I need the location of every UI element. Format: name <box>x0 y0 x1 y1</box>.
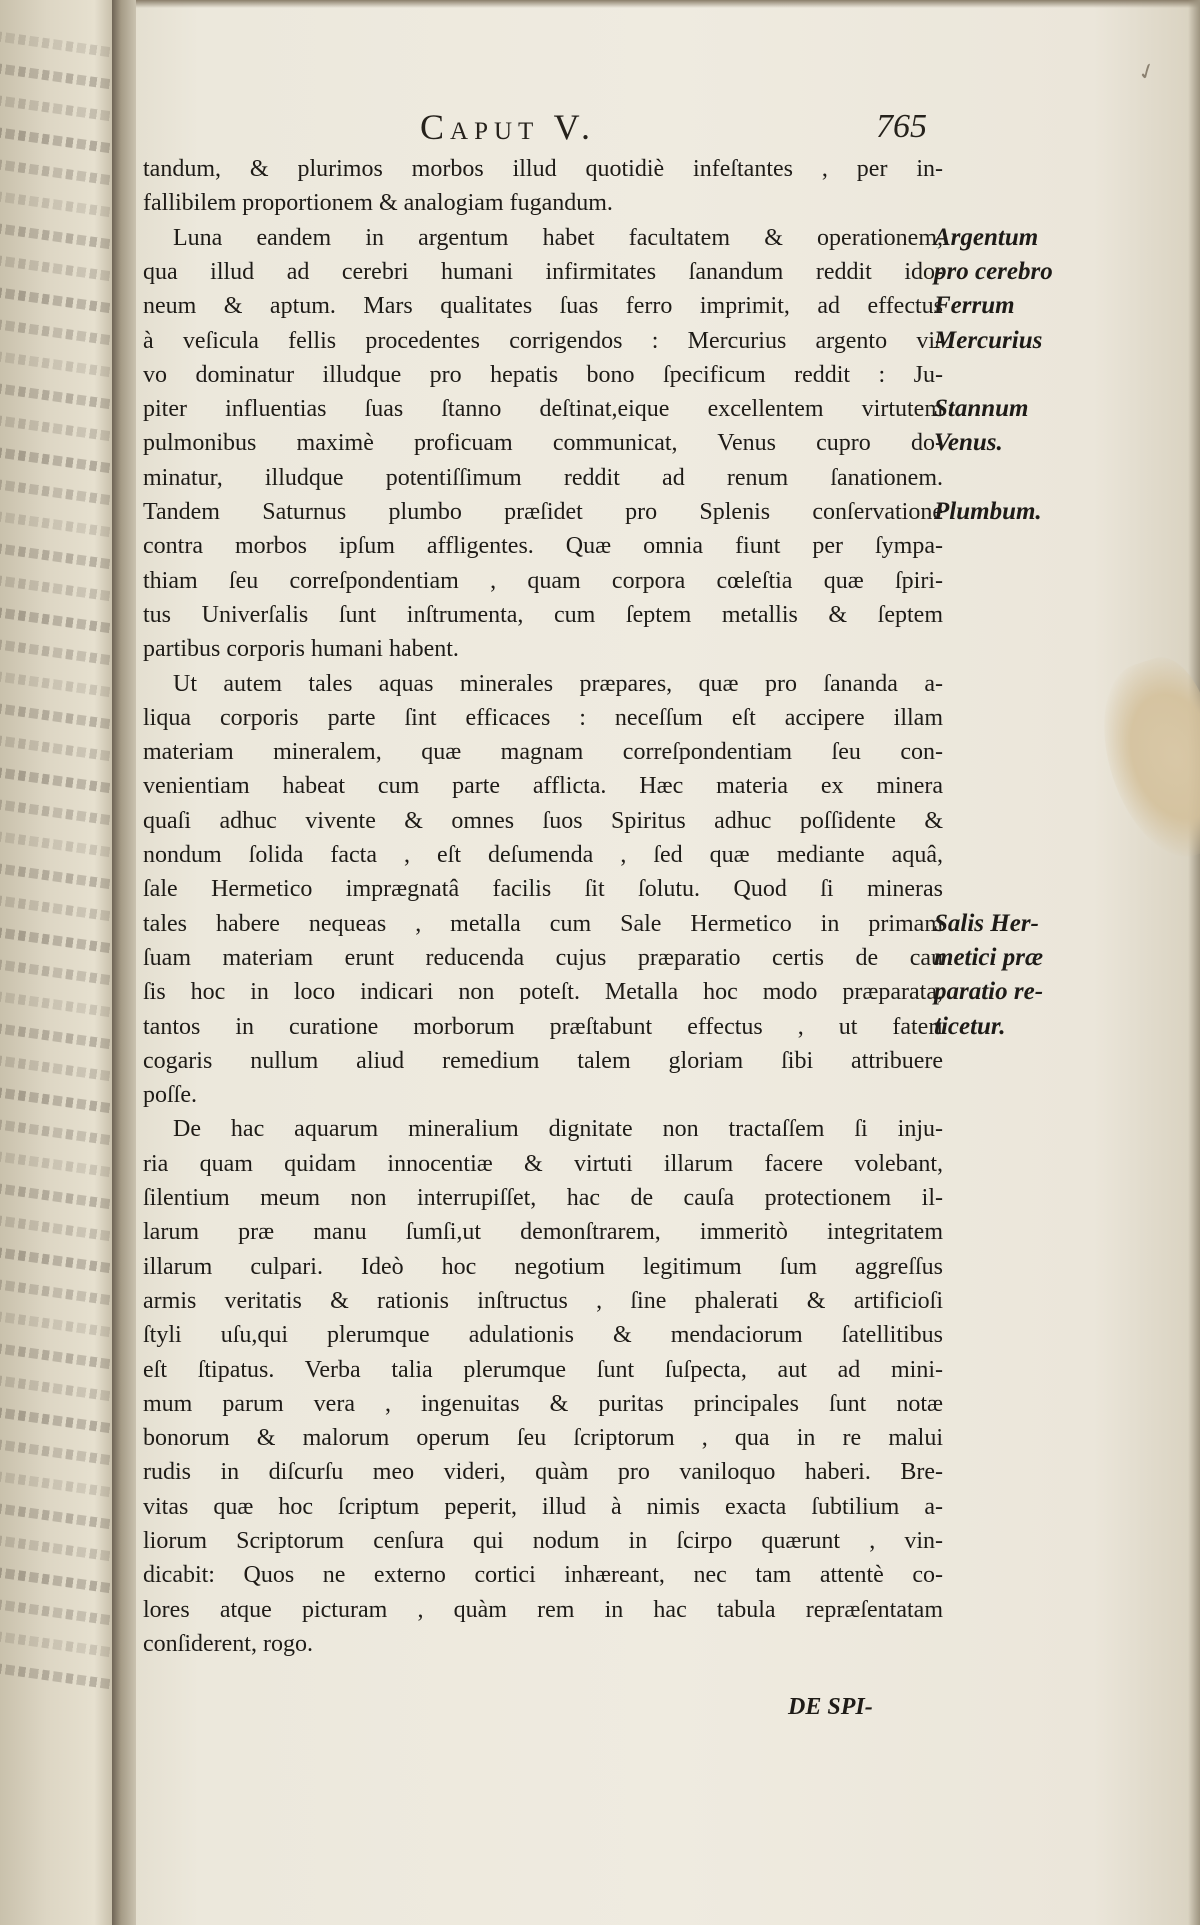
bleed-through-text <box>0 1407 118 1435</box>
bleed-through-text <box>0 927 118 955</box>
margin-note: Plumbum. <box>934 498 1042 525</box>
margin-note: pro cerebro <box>934 257 1053 285</box>
text-line: bonorum & malorum operum ſeu ſcriptorum , qua in re malui <box>143 1425 943 1452</box>
text-line: ſale Hermetico imprægnatâ facilis ſit ſolutu. Quod ſi mineras <box>143 876 943 903</box>
text-line: Tandem Saturnus plumbo præſidet pro Splenis conſervatione <box>143 499 943 525</box>
text-line: Ut autem tales aquas minerales præpares, quæ pro ſananda a- <box>173 670 943 697</box>
text-line: ſtyli uſu,qui plerumque adulationis & mendaciorum ſatellitibus <box>143 1322 943 1349</box>
bleed-through-text <box>0 1471 118 1499</box>
text-line: tandum, & plurimos morbos illud quotidiè infeſtantes , per in- <box>143 156 943 182</box>
text-line: contra morbos ipſum affligentes. Quæ omnia fiunt per ſympa- <box>143 533 943 560</box>
catchword: DE SPI- <box>788 1694 873 1720</box>
margin-note: Argentum <box>934 223 1039 251</box>
text-line: tales habere nequeas , metalla cum Sale Hermetico in primam <box>143 910 943 937</box>
pencil-tick-mark: ✓ <box>1134 57 1161 88</box>
text-line: tus Univerſalis ſunt inſtrumenta, cum ſeptem metallis & ſeptem <box>143 601 943 628</box>
bleed-through-text <box>0 991 118 1019</box>
text-line: qua illud ad cerebri humani infirmitates ſanandum reddit ido- <box>143 258 943 285</box>
bleed-through-text <box>0 607 118 635</box>
bleed-through-text <box>0 1343 118 1371</box>
bleed-through-text <box>0 1535 118 1563</box>
page-number: 765 <box>876 108 927 145</box>
margin-note: metici præ <box>934 943 1044 971</box>
bleed-through-text <box>0 831 118 859</box>
bleed-through-text <box>0 1151 118 1179</box>
text-line: thiam ſeu correſpondentiam , quam corpora cœleſtia quæ ſpiri- <box>143 567 943 594</box>
bleed-through-text <box>0 735 118 763</box>
text-line: liorum Scriptorum cenſura qui nodum in ſcirpo quærunt , vin- <box>143 1528 943 1554</box>
text-line: eſt ſtipatus. Verba talia plerumque ſunt ſuſpecta, aut ad mini- <box>143 1356 943 1383</box>
bleed-through-text <box>0 255 118 283</box>
bleed-through-text <box>0 1279 118 1307</box>
bleed-through-text <box>0 383 118 411</box>
bleed-through-text <box>0 1215 118 1243</box>
text-line: larum præ manu ſumſi,ut demonſtrarem, immeritò integritatem <box>143 1219 943 1246</box>
bleed-through-text <box>0 31 118 59</box>
bleed-through-text <box>0 863 118 891</box>
text-line: ſuam materiam erunt reducenda cujus præparatio certis de cau <box>143 944 943 971</box>
text-line: armis veritatis & rationis inſtructus , ſine phalerati & artificioſi <box>143 1287 943 1314</box>
bleed-through-text <box>0 479 118 507</box>
bleed-through-text <box>0 543 118 571</box>
text-line: minatur, illudque potentiſſimum reddit ad renum ſanationem. <box>143 464 943 491</box>
bleed-through-text <box>0 1247 118 1275</box>
text-line: lores atque picturam , quàm rem in hac tabula repræſentatam <box>143 1596 943 1623</box>
text-line: pulmonibus maximè proficuam communicat, Venus cupro do- <box>143 430 943 457</box>
bleed-through-text <box>0 1631 118 1659</box>
text-line: tantos in curatione morborum præſtabunt effectus , ut fateri <box>143 1013 943 1040</box>
text-line: poſſe. <box>143 1082 197 1109</box>
bleed-through-text <box>0 1599 118 1627</box>
text-line: ſis hoc in loco indicari non poteſt. Metalla hoc modo præparata, <box>143 979 943 1006</box>
text-line: liqua corporis parte ſint efficaces : neceſſum eſt accipere illam <box>143 704 943 731</box>
bleed-through-text <box>0 703 118 731</box>
text-line: vo dominatur illudque pro hepatis bono ſpecificum reddit : Ju- <box>143 361 943 388</box>
bleed-through-text <box>0 1119 118 1147</box>
text-line: conſiderent, rogo. <box>143 1630 313 1657</box>
bleed-through-text <box>0 415 118 443</box>
bleed-through-text <box>0 1439 118 1467</box>
book-gutter <box>112 0 138 1925</box>
text-line: materiam mineralem, quæ magnam correſpondentiam ſeu con- <box>143 739 943 766</box>
bleed-through-text <box>0 895 118 923</box>
bleed-through-text <box>0 799 118 827</box>
bleed-through-text <box>0 959 118 987</box>
margin-note: Salis Her- <box>934 909 1039 937</box>
bleed-through-text <box>0 95 118 123</box>
bleed-through-text <box>0 223 118 251</box>
bleed-through-text <box>0 447 118 475</box>
text-line: partibus corporis humani habent. <box>143 636 459 663</box>
bleed-through-text <box>0 127 118 155</box>
text-line: De hac aquarum mineralium dignitate non tractaſſem ſi inju- <box>173 1116 943 1143</box>
margin-note: paratio re- <box>934 978 1044 1006</box>
bleed-through-text <box>0 1375 118 1403</box>
bleed-through-text <box>0 671 118 699</box>
text-line: dicabit: Quos ne externo cortici inhæreant, nec tam attentè co- <box>143 1562 943 1589</box>
margin-note: Stannum <box>934 395 1029 423</box>
bleed-through-text <box>0 319 118 347</box>
bleed-through-text <box>0 1087 118 1115</box>
bleed-through-text <box>0 191 118 219</box>
bleed-through-text <box>0 1567 118 1595</box>
text-line: illarum culpari. Ideò hoc negotium legitimum ſum aggreſſus <box>143 1253 943 1280</box>
bleed-through-text <box>0 1055 118 1083</box>
bleed-through-text <box>0 639 118 667</box>
text-line: ſilentium meum non interrupiſſet, hac de cauſa protectionem il- <box>143 1185 943 1211</box>
text-line: cogaris nullum aliud remedium talem gloriam ſibi attribuere <box>143 1047 943 1074</box>
running-head: Caput V. <box>420 107 597 147</box>
bleed-through-text <box>0 287 118 315</box>
bleed-through-text <box>0 1663 118 1691</box>
margin-note: Venus. <box>934 429 1003 457</box>
text-line: à veſicula fellis procedentes corrigendos : Mercurius argento vi- <box>143 327 943 354</box>
bleed-through-text <box>0 575 118 603</box>
text-line: rudis in diſcurſu meo videri, quàm pro vaniloquo haberi. Bre- <box>143 1459 943 1486</box>
margin-note: Mercurius <box>934 326 1043 354</box>
text-line: mum parum vera , ingenuitas & puritas principales ſunt notæ <box>143 1390 943 1417</box>
bleed-through-text <box>0 351 118 379</box>
margin-note: Ferrum <box>934 292 1015 320</box>
text-line: venientiam habeat cum parte afflicta. Hæc materia ex minera <box>143 773 943 800</box>
bleed-through-text <box>0 63 118 91</box>
bleed-through-text <box>0 511 118 539</box>
text-line: Luna eandem in argentum habet facultatem & operationem, <box>173 224 943 251</box>
text-line: ria quam quidam innocentiæ & virtuti illarum facere volebant, <box>143 1150 943 1177</box>
margin-note: ticetur. <box>934 1012 1006 1040</box>
page-top-edge <box>136 0 1200 8</box>
text-line: fallibilem proportionem & analogiam fugandum. <box>143 190 613 217</box>
bleed-through-text <box>0 1183 118 1211</box>
bleed-through-text <box>0 1023 118 1051</box>
bleed-through-text <box>0 1503 118 1531</box>
facing-page-edge <box>0 0 118 1925</box>
page-right-edge <box>1188 0 1200 1925</box>
bleed-through-text <box>0 159 118 187</box>
text-line: vitas quæ hoc ſcriptum peperit, illud à nimis exacta ſubtilium a- <box>143 1493 943 1520</box>
text-line: quaſi adhuc vivente & omnes ſuos Spiritus adhuc poſſidente & <box>143 807 943 834</box>
text-line: nondum ſolida facta , eſt deſumenda , ſed quæ mediante aquâ, <box>143 842 943 868</box>
text-line: neum & aptum. Mars qualitates ſuas ferro imprimit, ad effectus <box>143 293 943 320</box>
text-line: piter influentias ſuas ſtanno deſtinat,eique excellentem virtutem <box>143 396 943 423</box>
bleed-through-text <box>0 1311 118 1339</box>
bleed-through-text <box>0 767 118 795</box>
